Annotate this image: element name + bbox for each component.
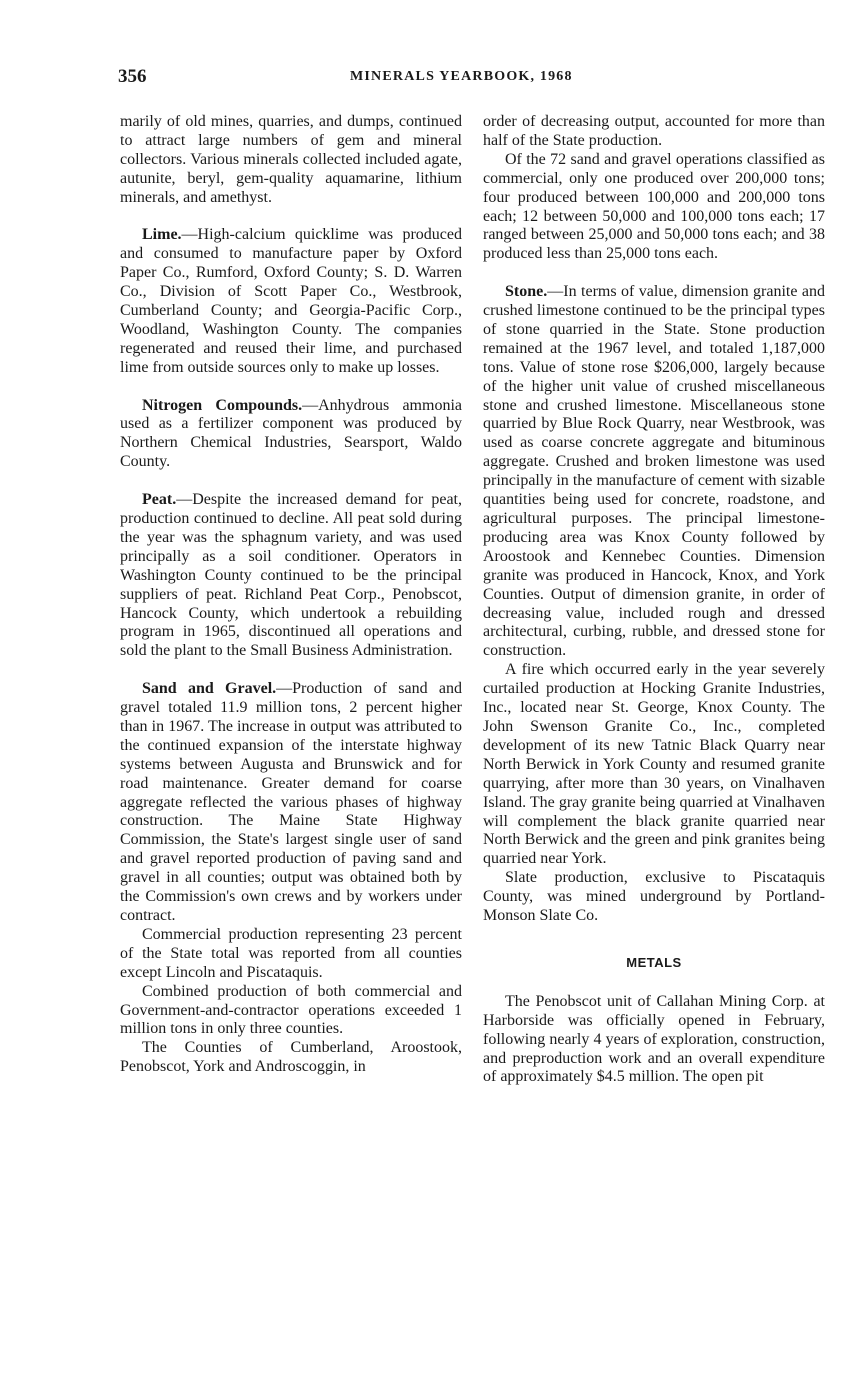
paragraph-slate: Slate production, exclusive to Piscataquis County, was mined underground by Portland-Monson Slate Co. xyxy=(483,869,825,925)
run-in-heading-lime: Lime. xyxy=(142,226,182,244)
page-number: 356 xyxy=(118,66,147,87)
sand-gravel-text: —Production of sand and gravel totaled 11.9 million tons, 2 percent higher than in 1967. The increase in output was attributed to the continued expansion of the interstate highway systems between Augusta and Brunswick and for road maintenance. Greater demand for coarse aggregate reflected the various phases of highway construction. The Maine State Highway Commission, the State's largest single user of sand and gravel reported production of paving sand and gravel in all counties; output was obtained both by the Commission's own crews and by workers under contract. xyxy=(120,680,462,924)
paragraph-nitrogen-compounds xyxy=(120,397,462,473)
peat-text: —Despite the increased demand for peat, production continued to decline. All peat sold during the year was the sphagnum variety, and was used principally as a soil conditioner. Operators in Washington County continued to be the principal suppliers of peat. Richland Peat Corp., Penobscot, Hancock County, which undertook a rebuilding program in 1965, discontinued all operations and sold the plant to the Small Business Administration. xyxy=(120,491,462,660)
paragraph-commercial-production: Commercial production representing 23 percent of the State total was reported from all counties except Lincoln and Piscataquis. xyxy=(120,925,462,981)
paragraph-stone xyxy=(483,283,825,661)
paragraph-counties: The Counties of Cumberland, Aroostook, Penobscot, York and Androscoggin, in xyxy=(120,1039,462,1076)
run-in-heading-nitrogen: Nitrogen Compounds. xyxy=(142,396,303,414)
paragraph-combined-production: Combined production of both commercial and Government-and-contractor operations exceeded 1 million tons in only three counties. xyxy=(120,982,462,1038)
paragraph-sand-and-gravel xyxy=(120,680,462,926)
paragraph-gem-collectors: marily of old mines, quarries, and dumps, continued to attract large numbers of gem and mineral collectors. Various minerals collected included agate, autunite, beryl, gem-quality aquamarine, lithium minerals, and amethyst. xyxy=(120,113,462,206)
paragraph-penobscot-unit: The Penobscot unit of Callahan Mining Corp. at Harborside was officially opened in February, following nearly 4 years of exploration, construction, and preproduction work and an overall expenditure of approximately $4.5 million. The open pit xyxy=(483,992,825,1086)
right-column xyxy=(483,113,825,1087)
section-heading-metals: METALS xyxy=(626,954,682,970)
paragraph-granite-fire: A fire which occurred early in the year severely curtailed production at Hocking Granite Industries, Inc., located near St. George, Knox County. The John Swenson Granite Co., Inc., completed development of its new Tatnic Black Quarry near North Berwick in York County and resumed granite quarrying, after more than 30 years, on Vinalhaven Island. The gray granite being quarried at Vinalhaven will complement the black granite quarried near North Berwick and the green and pink granites being quarried near York. xyxy=(483,661,825,868)
stone-text: —In terms of value, dimension granite and crushed limestone continued to be the principal types of stone quarried in the State. Stone production remained at the 1967 level, and totaled 1,187,000 tons. Value of stone rose $206,000, largely because of the higher unit value of crushed miscellaneous stone and crushed limestone. Miscellaneous stone quarried by Blue Rock Quarry, near Westbrook, was used as coarse concrete aggregate and bituminous aggregate. Crushed and broken limestone was used principally in the manufacture of cement with sizable quantities being used for concrete, roadstone, and agricultural purposes. The principal limestone-producing area was Knox County followed by Aroostook and Kennebec Counties. Dimension granite was produced in Hancock, Knox, and York Counties. Output of dimension granite, in order of decreasing value, included rough and dressed architectural, curbing, rubble, and dressed stone for construction. xyxy=(483,283,825,660)
paragraph-decreasing-output: order of decreasing output, accounted for more than half of the State production. xyxy=(483,113,825,149)
run-in-heading-stone: Stone. xyxy=(505,283,548,301)
run-in-heading-sand-gravel: Sand and Gravel. xyxy=(142,680,277,698)
nitrogen-text: —Anhydrous ammonia used as a fertilizer component was produced by Northern Chemical Industries, Searsport, Waldo County. xyxy=(120,396,462,471)
paragraph-lime xyxy=(120,226,462,377)
paragraph-sand-gravel-operations: Of the 72 sand and gravel operations classified as commercial, only one produced over 200,000 tons; four produced between 100,000 and 200,000 tons each; 12 between 50,000 and 100,000 tons each; 17 ranged between 25,000 and 50,000 tons each; and 38 produced less than 25,000 tons each. xyxy=(483,150,825,263)
run-in-heading-peat: Peat. xyxy=(142,491,177,509)
page-header xyxy=(118,66,826,90)
left-column xyxy=(120,113,462,1077)
paragraph-peat xyxy=(120,491,462,661)
running-title: MINERALS YEARBOOK, 1968 xyxy=(350,69,573,84)
lime-text: —High-calcium quicklime was produced and consumed to manufacture paper by Oxford Paper Co., Rumford, Oxford County; S. D. Warren Co., Division of Scott Paper Co., Westbrook, Cumberland County; and Georgia-Pacific Corp., Woodland, Washington County. The companies regenerated and reused their lime, and purchased lime from outside sources only to make up losses. xyxy=(120,226,462,376)
